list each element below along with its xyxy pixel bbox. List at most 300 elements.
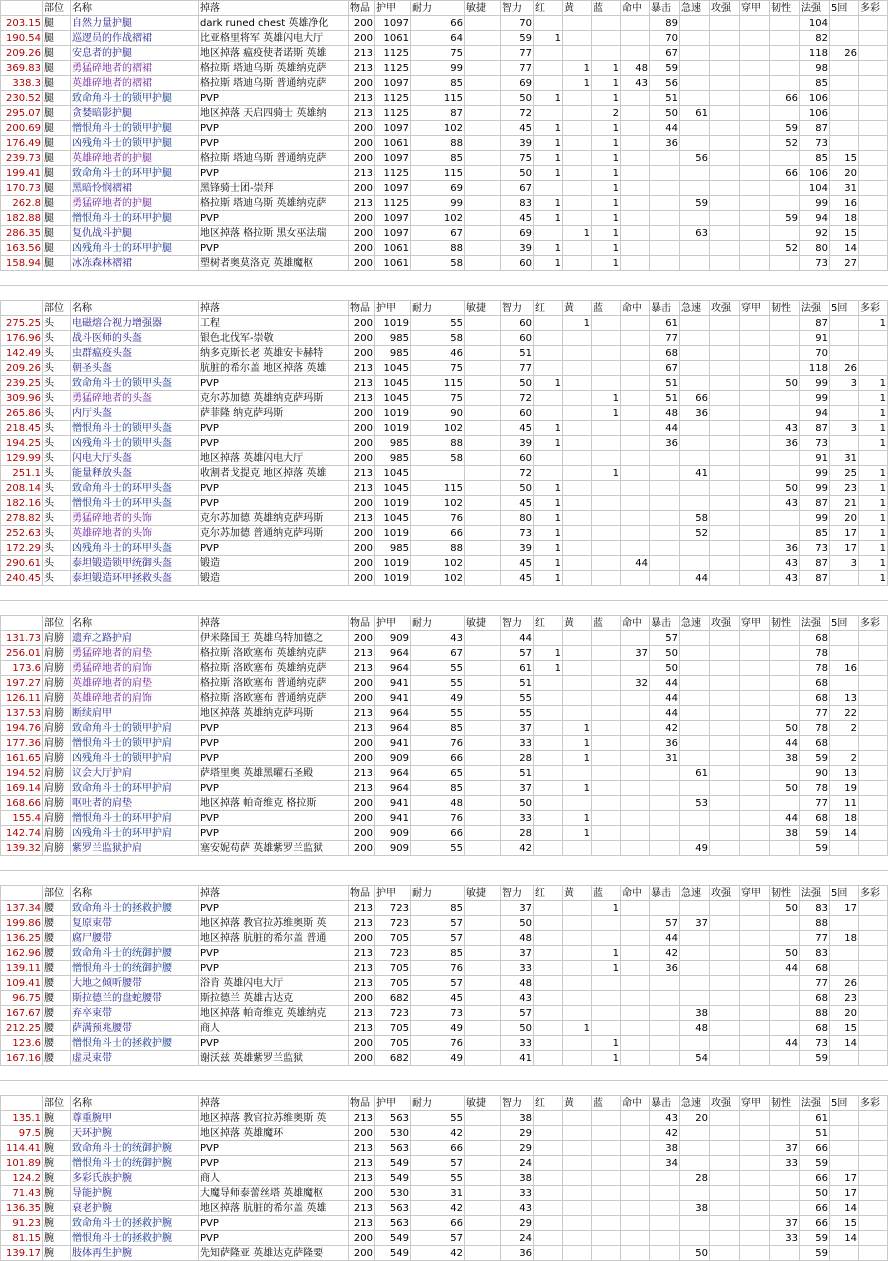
column-header[interactable]: 护甲 bbox=[375, 301, 411, 316]
table-cell[interactable]: 肩膀 bbox=[43, 811, 71, 826]
table-cell[interactable] bbox=[534, 46, 563, 61]
table-cell[interactable]: 1 bbox=[592, 121, 621, 136]
table-cell[interactable]: 1019 bbox=[375, 571, 411, 586]
table-cell[interactable]: 1 bbox=[534, 421, 563, 436]
table-cell[interactable]: 102 bbox=[411, 496, 465, 511]
table-cell[interactable]: 肩膀 bbox=[43, 796, 71, 811]
table-cell[interactable] bbox=[740, 121, 770, 136]
table-cell[interactable] bbox=[710, 151, 740, 166]
table-cell[interactable] bbox=[621, 406, 650, 421]
table-cell[interactable]: 213 bbox=[349, 166, 375, 181]
table-cell[interactable] bbox=[680, 1231, 710, 1246]
table-cell[interactable]: PVP bbox=[199, 961, 349, 976]
table-cell[interactable] bbox=[740, 346, 770, 361]
table-cell[interactable] bbox=[621, 991, 650, 1006]
table-cell[interactable]: 99 bbox=[800, 196, 830, 211]
table-cell[interactable] bbox=[859, 346, 888, 361]
table-cell[interactable]: 33 bbox=[501, 736, 534, 751]
table-cell[interactable] bbox=[465, 661, 501, 676]
table-cell[interactable] bbox=[621, 1216, 650, 1231]
table-cell[interactable]: 44 bbox=[501, 631, 534, 646]
table-cell[interactable] bbox=[650, 571, 680, 586]
table-cell[interactable]: 1 bbox=[563, 751, 592, 766]
table-cell[interactable]: 头 bbox=[43, 526, 71, 541]
table-cell[interactable] bbox=[621, 31, 650, 46]
table-cell[interactable] bbox=[592, 376, 621, 391]
table-cell[interactable]: 69 bbox=[501, 76, 534, 91]
table-cell[interactable]: 213 bbox=[349, 1171, 375, 1186]
table-cell[interactable]: 肩膀 bbox=[43, 781, 71, 796]
table-cell[interactable]: 1 bbox=[859, 376, 888, 391]
table-cell[interactable] bbox=[650, 1201, 680, 1216]
table-cell[interactable] bbox=[680, 541, 710, 556]
table-cell[interactable]: 1 bbox=[563, 826, 592, 841]
table-cell[interactable]: 213 bbox=[349, 946, 375, 961]
table-cell[interactable] bbox=[740, 631, 770, 646]
table-cell[interactable] bbox=[592, 796, 621, 811]
score-cell[interactable]: 239.73 bbox=[1, 151, 43, 166]
table-cell[interactable] bbox=[650, 1216, 680, 1231]
table-cell[interactable]: 43 bbox=[501, 991, 534, 1006]
table-cell[interactable] bbox=[563, 421, 592, 436]
table-cell[interactable] bbox=[465, 466, 501, 481]
table-cell[interactable]: 1045 bbox=[375, 376, 411, 391]
table-cell[interactable] bbox=[859, 946, 888, 961]
table-cell[interactable] bbox=[680, 976, 710, 991]
table-cell[interactable] bbox=[830, 316, 859, 331]
table-cell[interactable] bbox=[650, 1231, 680, 1246]
score-cell[interactable]: 194.25 bbox=[1, 436, 43, 451]
table-cell[interactable] bbox=[621, 226, 650, 241]
table-cell[interactable] bbox=[770, 1111, 800, 1126]
table-cell[interactable]: 61 bbox=[501, 661, 534, 676]
table-cell[interactable]: 213 bbox=[349, 1141, 375, 1156]
table-cell[interactable]: 腕 bbox=[43, 1126, 71, 1141]
table-cell[interactable]: 55 bbox=[411, 676, 465, 691]
table-cell[interactable]: 56 bbox=[650, 76, 680, 91]
table-cell[interactable]: 73 bbox=[501, 526, 534, 541]
table-cell[interactable] bbox=[859, 196, 888, 211]
table-cell[interactable] bbox=[592, 16, 621, 31]
table-cell[interactable] bbox=[740, 1246, 770, 1261]
table-cell[interactable]: PVP bbox=[199, 241, 349, 256]
table-cell[interactable] bbox=[710, 196, 740, 211]
score-cell[interactable]: 173.6 bbox=[1, 661, 43, 676]
table-cell[interactable]: 723 bbox=[375, 1006, 411, 1021]
table-cell[interactable] bbox=[534, 631, 563, 646]
table-cell[interactable] bbox=[710, 46, 740, 61]
table-cell[interactable] bbox=[770, 1201, 800, 1216]
table-cell[interactable]: 68 bbox=[800, 736, 830, 751]
table-cell[interactable] bbox=[770, 451, 800, 466]
table-cell[interactable]: 50 bbox=[650, 661, 680, 676]
score-cell[interactable]: 96.75 bbox=[1, 991, 43, 1006]
score-cell[interactable]: 167.16 bbox=[1, 1051, 43, 1066]
table-cell[interactable] bbox=[859, 706, 888, 721]
column-header[interactable]: 名称 bbox=[71, 1096, 199, 1111]
table-cell[interactable] bbox=[740, 1171, 770, 1186]
table-cell[interactable]: 43 bbox=[411, 631, 465, 646]
table-cell[interactable]: 104 bbox=[800, 181, 830, 196]
table-cell[interactable]: 213 bbox=[349, 1201, 375, 1216]
score-cell[interactable]: 182.88 bbox=[1, 211, 43, 226]
table-cell[interactable]: 克尔苏加德 普通纳克萨玛斯 bbox=[199, 526, 349, 541]
table-cell[interactable]: 腕 bbox=[43, 1171, 71, 1186]
table-cell[interactable] bbox=[592, 991, 621, 1006]
column-header[interactable]: 穿甲 bbox=[740, 1, 770, 16]
table-cell[interactable] bbox=[621, 1126, 650, 1141]
table-cell[interactable] bbox=[465, 826, 501, 841]
table-cell[interactable]: 38 bbox=[650, 1141, 680, 1156]
table-cell[interactable]: 99 bbox=[800, 511, 830, 526]
table-cell[interactable]: 头 bbox=[43, 556, 71, 571]
table-cell[interactable]: 48 bbox=[501, 931, 534, 946]
table-cell[interactable]: 腿 bbox=[43, 196, 71, 211]
score-cell[interactable]: 218.45 bbox=[1, 421, 43, 436]
table-cell[interactable]: 37 bbox=[621, 646, 650, 661]
table-cell[interactable]: 563 bbox=[375, 1216, 411, 1231]
table-cell[interactable] bbox=[563, 1111, 592, 1126]
table-cell[interactable]: 70 bbox=[501, 16, 534, 31]
table-cell[interactable] bbox=[534, 346, 563, 361]
table-cell[interactable]: 14 bbox=[830, 1201, 859, 1216]
table-cell[interactable]: 1045 bbox=[375, 391, 411, 406]
table-cell[interactable]: 985 bbox=[375, 346, 411, 361]
table-cell[interactable] bbox=[680, 706, 710, 721]
score-cell[interactable]: 199.86 bbox=[1, 916, 43, 931]
table-cell[interactable]: 36 bbox=[501, 1246, 534, 1261]
table-cell[interactable]: 15 bbox=[830, 1021, 859, 1036]
table-cell[interactable]: 87 bbox=[800, 421, 830, 436]
table-cell[interactable]: 18 bbox=[830, 811, 859, 826]
table-cell[interactable] bbox=[563, 571, 592, 586]
table-cell[interactable] bbox=[563, 1156, 592, 1171]
table-cell[interactable] bbox=[859, 691, 888, 706]
table-cell[interactable] bbox=[650, 526, 680, 541]
table-cell[interactable] bbox=[465, 631, 501, 646]
table-cell[interactable] bbox=[770, 661, 800, 676]
table-cell[interactable] bbox=[830, 571, 859, 586]
table-cell[interactable]: 705 bbox=[375, 931, 411, 946]
table-cell[interactable] bbox=[465, 796, 501, 811]
score-cell[interactable]: 155.4 bbox=[1, 811, 43, 826]
column-header[interactable]: 急速 bbox=[680, 1, 710, 16]
table-cell[interactable]: 549 bbox=[375, 1171, 411, 1186]
table-cell[interactable]: 43 bbox=[621, 76, 650, 91]
table-cell[interactable]: 88 bbox=[800, 1006, 830, 1021]
table-cell[interactable] bbox=[592, 556, 621, 571]
table-cell[interactable]: 59 bbox=[680, 196, 710, 211]
table-cell[interactable] bbox=[621, 916, 650, 931]
table-cell[interactable] bbox=[534, 1126, 563, 1141]
table-cell[interactable]: 1125 bbox=[375, 196, 411, 211]
table-cell[interactable]: 213 bbox=[349, 361, 375, 376]
score-cell[interactable]: 101.89 bbox=[1, 1156, 43, 1171]
item-name-cell[interactable]: 致命角斗士的环甲护肩 bbox=[71, 781, 199, 796]
table-cell[interactable] bbox=[740, 676, 770, 691]
score-cell[interactable]: 81.15 bbox=[1, 1231, 43, 1246]
table-cell[interactable]: 66 bbox=[411, 1141, 465, 1156]
column-header[interactable]: 法强 bbox=[800, 1, 830, 16]
table-cell[interactable] bbox=[621, 151, 650, 166]
table-cell[interactable]: 200 bbox=[349, 751, 375, 766]
table-cell[interactable]: 肩膀 bbox=[43, 751, 71, 766]
table-cell[interactable] bbox=[740, 1186, 770, 1201]
table-cell[interactable]: dark runed chest 英雄净化 bbox=[199, 16, 349, 31]
column-header[interactable]: 物品 bbox=[349, 616, 375, 631]
table-cell[interactable]: 1 bbox=[534, 661, 563, 676]
table-cell[interactable]: PVP bbox=[199, 211, 349, 226]
table-cell[interactable] bbox=[563, 1201, 592, 1216]
table-cell[interactable] bbox=[830, 406, 859, 421]
table-cell[interactable]: 83 bbox=[501, 196, 534, 211]
item-name-cell[interactable]: 斯拉德兰的盘蛇腰带 bbox=[71, 991, 199, 1006]
table-cell[interactable]: 腿 bbox=[43, 151, 71, 166]
table-cell[interactable] bbox=[859, 721, 888, 736]
table-cell[interactable] bbox=[710, 1036, 740, 1051]
table-cell[interactable] bbox=[859, 1216, 888, 1231]
table-cell[interactable] bbox=[563, 346, 592, 361]
table-cell[interactable] bbox=[465, 736, 501, 751]
table-cell[interactable] bbox=[680, 316, 710, 331]
table-cell[interactable]: 78 bbox=[800, 661, 830, 676]
table-cell[interactable]: 723 bbox=[375, 946, 411, 961]
table-cell[interactable] bbox=[465, 1141, 501, 1156]
table-cell[interactable]: 2 bbox=[830, 751, 859, 766]
table-cell[interactable] bbox=[680, 811, 710, 826]
table-cell[interactable] bbox=[680, 496, 710, 511]
table-cell[interactable]: 1 bbox=[534, 151, 563, 166]
item-name-cell[interactable]: 憎恨角斗士的统御护腰 bbox=[71, 961, 199, 976]
table-cell[interactable] bbox=[859, 826, 888, 841]
table-cell[interactable]: 腕 bbox=[43, 1201, 71, 1216]
table-cell[interactable]: 42 bbox=[501, 841, 534, 856]
column-header[interactable]: 掉落 bbox=[199, 1, 349, 16]
table-cell[interactable]: 55 bbox=[411, 706, 465, 721]
item-name-cell[interactable]: 勇猛碎地者的头饰 bbox=[71, 511, 199, 526]
column-header[interactable]: 法强 bbox=[800, 886, 830, 901]
table-cell[interactable] bbox=[859, 1111, 888, 1126]
score-cell[interactable]: 240.45 bbox=[1, 571, 43, 586]
table-cell[interactable] bbox=[592, 646, 621, 661]
table-cell[interactable] bbox=[534, 736, 563, 751]
table-cell[interactable]: 1 bbox=[592, 76, 621, 91]
table-cell[interactable] bbox=[534, 826, 563, 841]
table-cell[interactable] bbox=[710, 841, 740, 856]
table-cell[interactable]: 60 bbox=[501, 316, 534, 331]
table-cell[interactable] bbox=[680, 331, 710, 346]
table-cell[interactable] bbox=[621, 451, 650, 466]
column-header[interactable] bbox=[1, 1, 43, 16]
table-cell[interactable]: 肩膀 bbox=[43, 721, 71, 736]
table-cell[interactable]: 200 bbox=[349, 16, 375, 31]
table-cell[interactable]: 57 bbox=[650, 631, 680, 646]
table-cell[interactable] bbox=[592, 346, 621, 361]
table-cell[interactable]: 213 bbox=[349, 481, 375, 496]
table-cell[interactable] bbox=[621, 826, 650, 841]
table-cell[interactable] bbox=[770, 841, 800, 856]
table-cell[interactable] bbox=[465, 181, 501, 196]
table-cell[interactable]: 1 bbox=[534, 436, 563, 451]
table-cell[interactable] bbox=[650, 556, 680, 571]
table-cell[interactable]: 200 bbox=[349, 736, 375, 751]
table-cell[interactable]: 头 bbox=[43, 541, 71, 556]
table-cell[interactable] bbox=[770, 196, 800, 211]
table-cell[interactable] bbox=[534, 1156, 563, 1171]
table-cell[interactable] bbox=[710, 421, 740, 436]
table-cell[interactable]: 66 bbox=[800, 1216, 830, 1231]
score-cell[interactable]: 239.25 bbox=[1, 376, 43, 391]
table-cell[interactable] bbox=[563, 436, 592, 451]
table-cell[interactable] bbox=[563, 106, 592, 121]
table-cell[interactable] bbox=[592, 781, 621, 796]
table-cell[interactable]: 1019 bbox=[375, 496, 411, 511]
table-cell[interactable] bbox=[534, 61, 563, 76]
table-cell[interactable] bbox=[650, 256, 680, 271]
table-cell[interactable]: 24 bbox=[501, 1231, 534, 1246]
table-cell[interactable]: 23 bbox=[830, 991, 859, 1006]
table-cell[interactable]: 18 bbox=[830, 211, 859, 226]
table-cell[interactable] bbox=[710, 496, 740, 511]
table-cell[interactable] bbox=[621, 706, 650, 721]
table-cell[interactable] bbox=[830, 16, 859, 31]
table-cell[interactable]: 985 bbox=[375, 451, 411, 466]
table-cell[interactable] bbox=[740, 751, 770, 766]
table-cell[interactable]: 45 bbox=[501, 571, 534, 586]
table-cell[interactable] bbox=[534, 391, 563, 406]
table-cell[interactable]: 3 bbox=[830, 556, 859, 571]
table-cell[interactable] bbox=[563, 1141, 592, 1156]
table-cell[interactable] bbox=[740, 916, 770, 931]
table-cell[interactable]: 1 bbox=[534, 646, 563, 661]
table-cell[interactable] bbox=[621, 1171, 650, 1186]
score-cell[interactable]: 162.96 bbox=[1, 946, 43, 961]
table-cell[interactable] bbox=[710, 31, 740, 46]
table-cell[interactable]: 90 bbox=[411, 406, 465, 421]
table-cell[interactable]: 2 bbox=[830, 721, 859, 736]
table-cell[interactable]: PVP bbox=[199, 1156, 349, 1171]
table-cell[interactable] bbox=[592, 766, 621, 781]
table-cell[interactable]: 985 bbox=[375, 331, 411, 346]
item-name-cell[interactable]: 英雄碎地者的护腿 bbox=[71, 151, 199, 166]
table-cell[interactable] bbox=[592, 826, 621, 841]
column-header[interactable]: 韧性 bbox=[770, 301, 800, 316]
table-cell[interactable]: PVP bbox=[199, 751, 349, 766]
column-header[interactable]: 物品 bbox=[349, 301, 375, 316]
table-cell[interactable] bbox=[740, 811, 770, 826]
table-cell[interactable]: 200 bbox=[349, 991, 375, 1006]
item-name-cell[interactable]: 黑暗怜悯褶裙 bbox=[71, 181, 199, 196]
table-cell[interactable] bbox=[650, 181, 680, 196]
table-cell[interactable] bbox=[563, 121, 592, 136]
column-header[interactable]: 暴击 bbox=[650, 301, 680, 316]
table-cell[interactable] bbox=[740, 721, 770, 736]
table-cell[interactable] bbox=[710, 676, 740, 691]
table-cell[interactable]: 92 bbox=[800, 226, 830, 241]
table-cell[interactable]: 76 bbox=[411, 511, 465, 526]
table-cell[interactable]: 头 bbox=[43, 571, 71, 586]
column-header[interactable]: 掉落 bbox=[199, 616, 349, 631]
table-cell[interactable] bbox=[563, 946, 592, 961]
table-cell[interactable] bbox=[859, 751, 888, 766]
table-cell[interactable] bbox=[680, 556, 710, 571]
table-cell[interactable]: 85 bbox=[411, 151, 465, 166]
table-cell[interactable] bbox=[680, 751, 710, 766]
table-cell[interactable] bbox=[621, 1201, 650, 1216]
table-cell[interactable]: 118 bbox=[800, 46, 830, 61]
table-cell[interactable] bbox=[534, 1036, 563, 1051]
table-cell[interactable]: 43 bbox=[770, 496, 800, 511]
table-cell[interactable]: 55 bbox=[411, 316, 465, 331]
column-header[interactable]: 暴击 bbox=[650, 616, 680, 631]
table-cell[interactable]: 68 bbox=[800, 811, 830, 826]
table-cell[interactable]: 36 bbox=[650, 736, 680, 751]
table-cell[interactable] bbox=[740, 106, 770, 121]
table-cell[interactable]: 1 bbox=[563, 781, 592, 796]
table-cell[interactable]: 塑树者奥莫洛克 英雄魔枢 bbox=[199, 256, 349, 271]
table-cell[interactable]: 1097 bbox=[375, 211, 411, 226]
table-cell[interactable] bbox=[740, 1006, 770, 1021]
table-cell[interactable] bbox=[563, 646, 592, 661]
table-cell[interactable] bbox=[592, 661, 621, 676]
table-cell[interactable]: 14 bbox=[830, 241, 859, 256]
table-cell[interactable] bbox=[465, 391, 501, 406]
table-cell[interactable] bbox=[621, 181, 650, 196]
column-header[interactable]: 黄 bbox=[563, 616, 592, 631]
table-cell[interactable]: 1 bbox=[534, 571, 563, 586]
table-cell[interactable] bbox=[592, 571, 621, 586]
table-cell[interactable] bbox=[621, 1246, 650, 1261]
table-cell[interactable] bbox=[710, 1126, 740, 1141]
table-cell[interactable]: 200 bbox=[349, 1246, 375, 1261]
table-cell[interactable]: 1 bbox=[534, 256, 563, 271]
table-cell[interactable]: 549 bbox=[375, 1246, 411, 1261]
table-cell[interactable] bbox=[740, 706, 770, 721]
table-cell[interactable]: 萨塔里奥 英雄黑曜石圣殿 bbox=[199, 766, 349, 781]
score-cell[interactable]: 208.14 bbox=[1, 481, 43, 496]
table-cell[interactable] bbox=[680, 631, 710, 646]
table-cell[interactable]: 22 bbox=[830, 706, 859, 721]
table-cell[interactable] bbox=[770, 676, 800, 691]
table-cell[interactable] bbox=[859, 1201, 888, 1216]
table-cell[interactable]: 36 bbox=[770, 436, 800, 451]
table-cell[interactable] bbox=[740, 901, 770, 916]
table-cell[interactable]: 909 bbox=[375, 751, 411, 766]
table-cell[interactable] bbox=[563, 976, 592, 991]
table-cell[interactable]: 55 bbox=[501, 691, 534, 706]
table-cell[interactable] bbox=[770, 931, 800, 946]
table-cell[interactable] bbox=[740, 331, 770, 346]
table-cell[interactable]: 213 bbox=[349, 1021, 375, 1036]
table-cell[interactable]: 格拉斯 洛欧塞布 英雄纳克萨 bbox=[199, 661, 349, 676]
score-cell[interactable]: 136.25 bbox=[1, 931, 43, 946]
table-cell[interactable] bbox=[770, 1126, 800, 1141]
table-cell[interactable] bbox=[465, 931, 501, 946]
table-cell[interactable] bbox=[621, 166, 650, 181]
table-cell[interactable] bbox=[710, 391, 740, 406]
table-cell[interactable] bbox=[621, 466, 650, 481]
table-cell[interactable]: 50 bbox=[770, 721, 800, 736]
table-cell[interactable]: 38 bbox=[501, 1171, 534, 1186]
table-cell[interactable] bbox=[465, 496, 501, 511]
table-cell[interactable]: 45 bbox=[501, 211, 534, 226]
table-cell[interactable] bbox=[859, 901, 888, 916]
table-cell[interactable] bbox=[621, 1141, 650, 1156]
table-cell[interactable]: 头 bbox=[43, 421, 71, 436]
item-name-cell[interactable]: 致命角斗士的环甲头盔 bbox=[71, 481, 199, 496]
table-cell[interactable] bbox=[680, 76, 710, 91]
table-cell[interactable]: 48 bbox=[650, 406, 680, 421]
